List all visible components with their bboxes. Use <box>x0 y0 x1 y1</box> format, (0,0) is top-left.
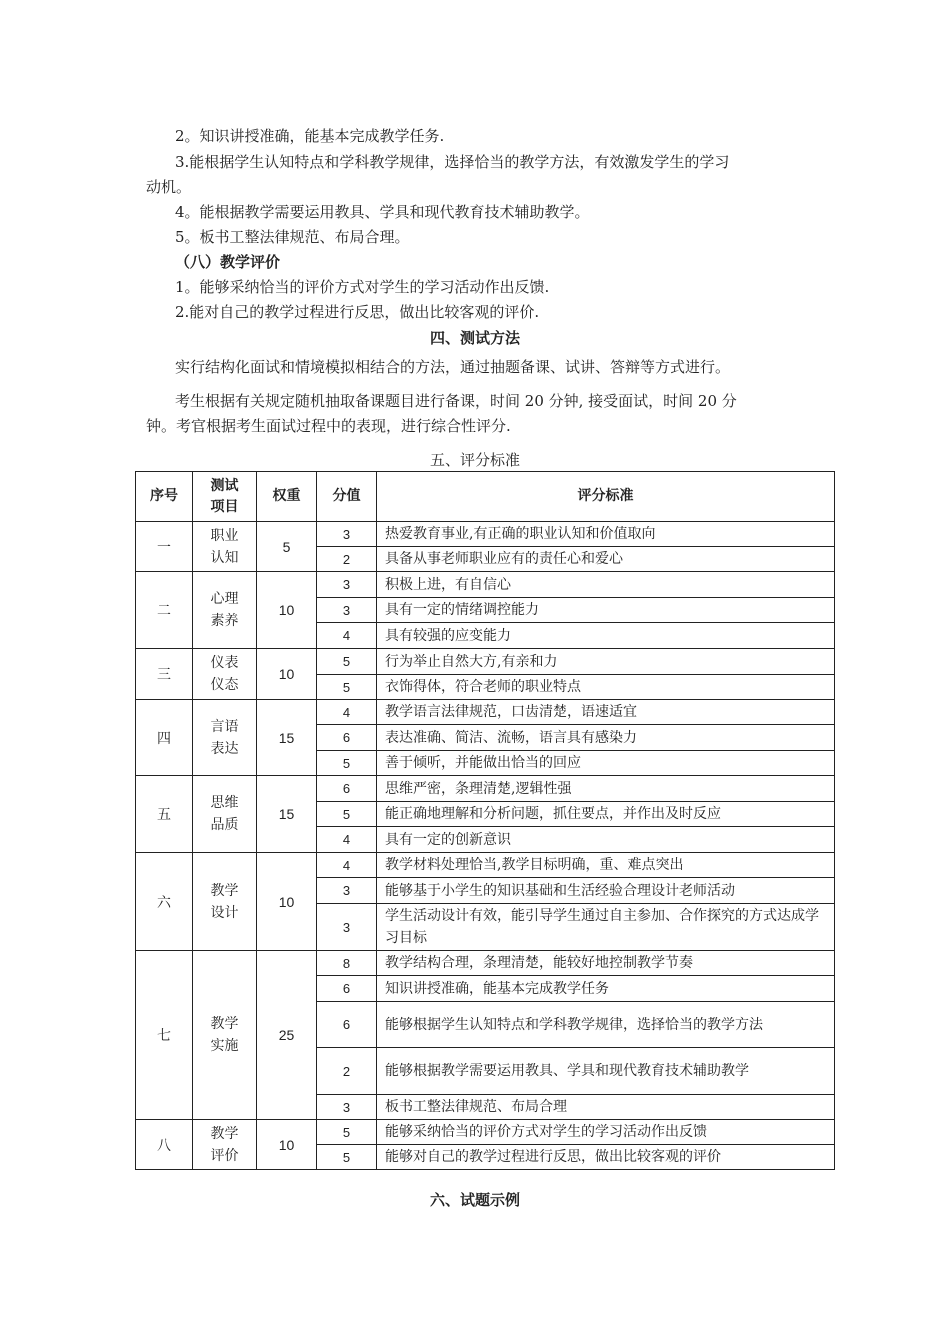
test-item-line: 仪表 <box>210 655 239 671</box>
points: 3 <box>317 572 377 598</box>
row-number: 一 <box>136 522 193 572</box>
criterion: 积极上进，有自信心 <box>377 572 835 598</box>
table-header-row <box>136 472 835 522</box>
points: 3 <box>317 1095 377 1120</box>
points: 4 <box>317 623 377 649</box>
points: 5 <box>317 751 377 776</box>
header-item: 测试项目 <box>193 472 257 522</box>
test-item-line: 表达 <box>210 740 239 757</box>
weight: 25 <box>257 951 317 1120</box>
criterion: 善于倾听，并能做出恰当的回应 <box>377 751 835 776</box>
table-row <box>136 572 835 598</box>
points: 6 <box>317 1002 377 1048</box>
points: 3 <box>317 904 377 951</box>
section-heading: 四、测试方法 <box>429 329 520 347</box>
weight: 5 <box>257 522 317 572</box>
points: 6 <box>317 725 377 751</box>
points: 8 <box>317 951 377 976</box>
criterion: 具备从事老师职业应有的责任心和爱心 <box>377 547 835 572</box>
criterion: 具有较强的应变能力 <box>377 623 835 649</box>
test-item-line: 教学 <box>210 1125 239 1142</box>
test-item <box>193 572 257 649</box>
points: 5 <box>317 1120 377 1145</box>
points: 3 <box>317 598 377 623</box>
criterion: 热爱教育事业,有正确的职业认知和价值取向 <box>377 522 835 547</box>
paragraph: 3.能根据学生认知特点和学科教学规律，选择恰当的教学方法，有效激发学生的学习 <box>175 153 730 171</box>
criterion: 行为举止自然大方,有亲和力 <box>377 649 835 675</box>
test-item <box>193 700 257 776</box>
test-item-line: 设计 <box>210 904 239 921</box>
paragraph: 1。能够采纳恰当的评价方式对学生的学习活动作出反馈. <box>175 278 550 296</box>
points: 2 <box>317 547 377 572</box>
test-item <box>193 853 257 951</box>
weight: 10 <box>257 572 317 649</box>
criterion: 能够采纳恰当的评价方式对学生的学习活动作出反馈 <box>377 1120 835 1145</box>
table-row <box>136 951 835 976</box>
points: 3 <box>317 878 377 904</box>
test-item-line: 评价 <box>210 1147 239 1164</box>
header-weight: 权重 <box>257 472 317 522</box>
table-caption: 五、评分标准 <box>429 451 520 469</box>
criterion: 具有一定的情绪调控能力 <box>377 598 835 623</box>
criterion: 具有一定的创新意识 <box>377 827 835 853</box>
criterion: 能正确地理解和分析问题，抓住要点，并作出及时反应 <box>377 802 835 827</box>
test-item <box>193 1120 257 1170</box>
weight: 10 <box>257 853 317 951</box>
points: 5 <box>317 675 377 700</box>
points: 6 <box>317 976 377 1002</box>
criterion: 能够根据学生认知特点和学科教学规律，选择恰当的教学方法 <box>377 1002 835 1048</box>
header-criteria: 评分标准 <box>377 472 835 522</box>
test-item-line: 言语 <box>210 718 239 735</box>
test-item <box>193 776 257 853</box>
criterion: 思维严密，条理清楚,逻辑性强 <box>377 776 835 802</box>
points: 6 <box>317 776 377 802</box>
row-number: 七 <box>136 951 193 1120</box>
test-item-line: 素养 <box>210 613 239 629</box>
header-points: 分值 <box>317 472 377 522</box>
row-number: 三 <box>136 649 193 700</box>
test-item-line: 思维 <box>210 795 239 811</box>
weight: 10 <box>257 1120 317 1170</box>
paragraph: 2。知识讲授准确，能基本完成教学任务. <box>175 127 445 145</box>
criterion: 教学结构合理，条理清楚，能较好地控制教学节奏 <box>377 951 835 976</box>
weight: 15 <box>257 700 317 776</box>
points: 4 <box>317 827 377 853</box>
points: 4 <box>317 853 377 878</box>
points: 5 <box>317 1145 377 1170</box>
test-item-line: 职业 <box>210 527 239 544</box>
criterion: 学生活动设计有效，能引导学生通过自主参加、合作探究的方式达成学习目标 <box>377 904 835 951</box>
section-heading: 六、试题示例 <box>429 1191 520 1209</box>
test-item-line: 仪态 <box>210 677 239 693</box>
test-item <box>193 649 257 700</box>
row-number: 五 <box>136 776 193 853</box>
header-no: 序号 <box>136 472 193 522</box>
row-number: 四 <box>136 700 193 776</box>
table-row <box>136 522 835 547</box>
paragraph: 4。能根据教学需要运用教具、学具和现代教育技术辅助教学。 <box>175 203 590 221</box>
scoring-table <box>135 471 835 1170</box>
row-number: 六 <box>136 853 193 951</box>
paragraph: 实行结构化面试和情境模拟相结合的方法，通过抽题备课、试讲、答辩等方式进行。 <box>175 358 731 376</box>
criterion: 教学语言法律规范，口齿清楚，语速适宜 <box>377 700 835 725</box>
points: 5 <box>317 802 377 827</box>
table-row <box>136 853 835 878</box>
criterion: 板书工整法律规范、布局合理 <box>377 1095 835 1120</box>
test-item-line: 品质 <box>210 817 239 833</box>
paragraph: 考生根据有关规定随机抽取备课题目进行备课，时间 20 分钟, 接受面试，时间 20 分 <box>175 392 737 410</box>
row-number: 八 <box>136 1120 193 1170</box>
test-item-line: 认知 <box>210 549 239 566</box>
criterion: 知识讲授准确，能基本完成教学任务 <box>377 976 835 1002</box>
points: 3 <box>317 522 377 547</box>
paragraph: 2.能对自己的教学过程进行反思，做出比较客观的评价. <box>175 303 540 321</box>
row-number: 二 <box>136 572 193 649</box>
test-item <box>193 522 257 572</box>
criterion: 教学材料处理恰当,教学目标明确，重、难点突出 <box>377 853 835 878</box>
weight: 15 <box>257 776 317 853</box>
table-row <box>136 1120 835 1145</box>
criterion: 能够对自己的教学过程进行反思，做出比较客观的评价 <box>377 1145 835 1170</box>
criterion: 表达准确、简洁、流畅，语言具有感染力 <box>377 725 835 751</box>
criterion: 能够根据教学需要运用教具、学具和现代教育技术辅助教学 <box>377 1048 835 1095</box>
test-item-line: 实施 <box>210 1038 239 1054</box>
paragraph: 动机。 <box>146 178 192 196</box>
points: 5 <box>317 649 377 675</box>
table-row <box>136 776 835 802</box>
paragraph: 5。板书工整法律规范、布局合理。 <box>175 228 410 246</box>
paragraph: 钟。考官根据考生面试过程中的表现，进行综合性评分. <box>146 417 511 435</box>
points: 4 <box>317 700 377 725</box>
criterion: 衣饰得体，符合老师的职业特点 <box>377 675 835 700</box>
points: 2 <box>317 1048 377 1095</box>
test-item-line: 心理 <box>210 591 239 607</box>
test-item-line: 教学 <box>210 1016 239 1032</box>
weight: 10 <box>257 649 317 700</box>
section-heading: （八）教学评价 <box>175 253 281 271</box>
test-item <box>193 951 257 1120</box>
table-row <box>136 649 835 675</box>
test-item-line: 教学 <box>210 882 239 899</box>
criterion: 能够基于小学生的知识基础和生活经验合理设计老师活动 <box>377 878 835 904</box>
table-row <box>136 700 835 725</box>
